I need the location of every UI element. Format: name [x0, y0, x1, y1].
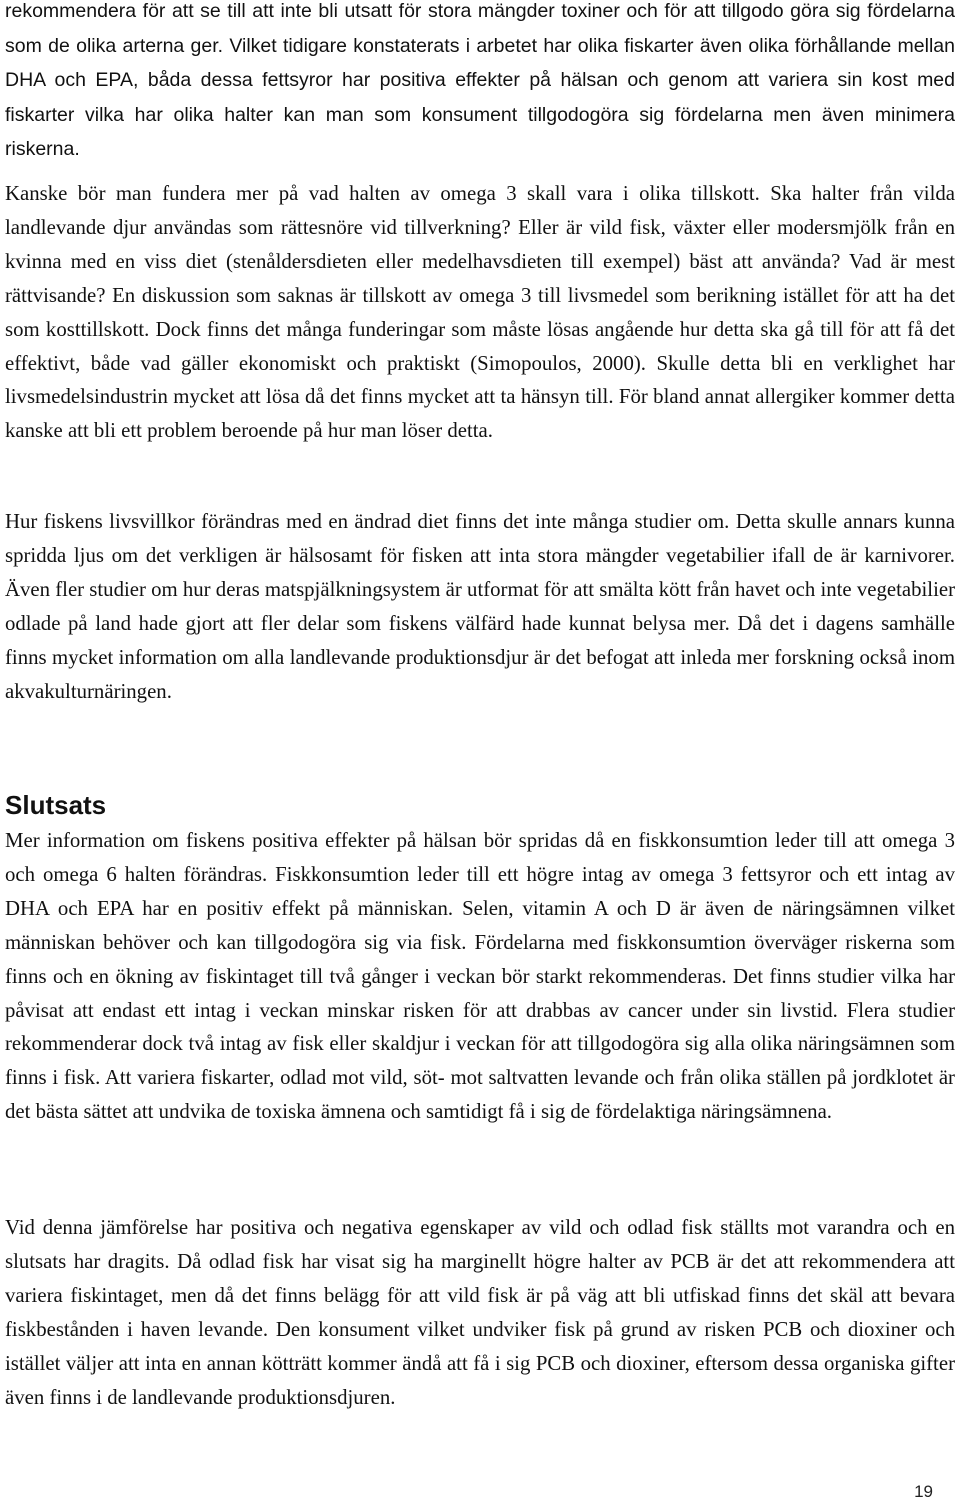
paragraph-fish-welfare: Hur fiskens livsvillkor förändras med en ändrad diet finns det inte många studier om. Detta skulle annars kunna spridda ljus om det verkligen är hälsosamt för fisken att inta stora mängder vegetabilier ifall de är karnivorer. Även fler studier om hur deras matspjälkningsystem är utformat för att smälta kött från havet och inte vegetabilier odlade på land hade gjort att fler delar som fiskens välfärd hade kunnat belysa mer. Då det i dagens samhälle finns mycket information om alla landlevande produktionsdjur är det befogat att inleda mer forskning också inom akvakulturnäringen.: [5, 510, 956, 703]
paragraph-conclusion-comparison: Vid denna jämförelse har positiva och negativa egenskaper av vild och odlad fisk ställts mot varandra och en slutsats har dragits. Då odlad fisk har visat sig ha marginellt högre halter av PCB är det att rekommendera att variera fiskintaget, men då det finns belägg för att vild fisk är på väg att bli utfiskad finns det skäl att bevara fiskbestånden i haven levande. Den konsument vilket undviker fisk på grund av risken PCB och dioxiner och istället väljer att inta en annan kötträtt kommer ändå att få i sig PCB och dioxiner, eftersom dessa organiska gifter även finns i de landlevande produktionsdjuren.: [5, 1216, 955, 1409]
page-number: 19: [914, 1482, 933, 1501]
paragraph-conclusion-health: Mer information om fiskens positiva effekter på hälsan bör spridas då en fiskkonsumtion leder till att omega 3 och omega 6 halten förändras. Fiskkonsumtion leder till ett högre intag av omega 3 fettsyror och ett intag av DHA och EPA har en positiv effekt på människan. Selen, vitamin A och D är även de näringsämnen vilket människan behöver och kan tillgodogöra sig via fisk. Fördelarna med fiskkonsumtion överväger riskerna som finns och en ökning av fiskintaget till två gånger i veckan bör starkt rekommenderas. Det finns studier vilka har påvisat att endast ett intag i veckan minskar risken för att drabbas av cancer under sin livstid. Flera studier rekommenderar dock två intag av fisk eller skaldjur i veckan för att tillgodogöra sig alla olika näringsämnen som finns i fisk. Att variera fiskarter, odlad mot vild, söt- mot saltvatten levande och från olika ställen på jordklotet är det bästa sättet att undvika de toxiska ämnena och samtidigt få i sig de fördelaktiga näringsämnena.: [5, 829, 955, 1124]
paragraph-omega3-supplements: Kanske bör man fundera mer på vad halten av omega 3 skall vara i olika tillskott. Ska halter från vilda landlevande djur användas som rättesnöre vid tillverkning? Eller är vild fisk, växter eller modersmjölk från en kvinna med en viss diet (stenåldersdieten eller medelhavsdieten till exempel) bäst att använda? Vad är mest rättvisande? En diskussion som saknas är tillskott av omega 3 till livsmedel som berikning istället för att ha det som kosttillskott. Dock finns det många funderingar som måste lösas angående hur detta ska gå till för att få det effektivt, både vad gäller ekonomiskt och praktiskt (Simopoulos, 2000). Skulle detta bli en verklighet har livsmedelsindustrin mycket att lösa då det finns mycket att ta hänsyn till. För bland annat allergiker kommer detta kanske att bli ett problem beroende på hur man löser detta.: [5, 182, 955, 443]
section-heading-conclusion: Slutsats: [5, 790, 107, 820]
paragraph-fish-variety: rekommendera för att se till att inte bli utsatt för stora mängder toxiner och för att tillgodo göra sig fördelarna som de olika arterna ger. Vilket tidigare konstaterats i arbetet har olika fiskarter även olika förhållande mellan DHA och EPA, båda dessa fettsyror har positiva effekter på hälsan och genom att variera sin kost med fiskarter vilka har olika halter kan man som konsument tillgodogöra sig fördelarna men även minimera riskerna.: [5, 0, 955, 160]
